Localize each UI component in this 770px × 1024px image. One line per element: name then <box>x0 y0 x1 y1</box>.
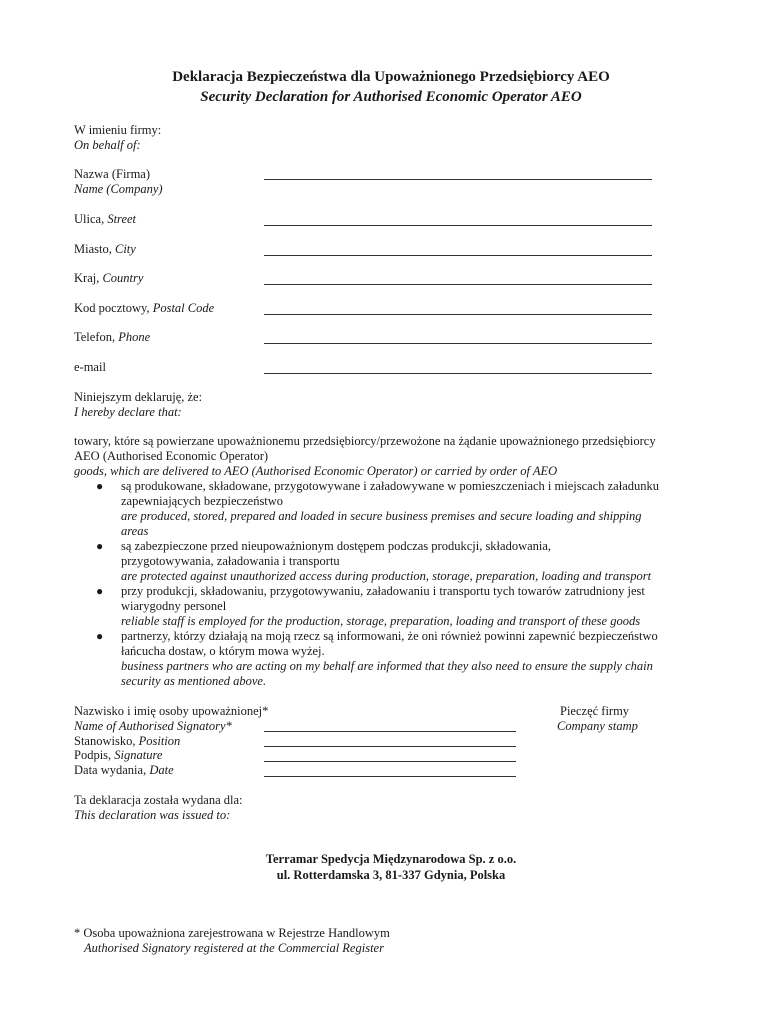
phone-field[interactable] <box>264 343 652 344</box>
email-label: e-mail <box>74 360 106 374</box>
goods-text-pl-line2: AEO (Authorised Economic Operator) <box>74 449 269 463</box>
declaration-bullet-list <box>74 479 714 689</box>
city-field[interactable] <box>264 255 652 256</box>
bullet-2-pl-line1: są zabezpieczone przed nieupoważnionym dostępem podczas produkcji, składowania, <box>121 539 552 553</box>
company-name-label-pl: Nazwa (Firma) <box>74 167 151 181</box>
bullet-item-1 <box>74 479 714 539</box>
date-label-en: Date <box>149 763 174 777</box>
phone-label-en: Phone <box>118 330 151 344</box>
signatory-name-label-pl: Nazwisko i imię osoby upoważnionej* <box>74 704 269 718</box>
issued-company-name: Terramar Spedycja Międzynarodowa Sp. z o.o. <box>265 852 517 866</box>
bullet-item-2 <box>74 539 714 584</box>
issued-to-label-en: This declaration was issued to: <box>74 808 231 822</box>
bullet-item-3 <box>74 584 714 629</box>
bullet-3-pl-line1: przy produkcji, składowaniu, przygotowywaniu, załadowaniu i transportu tych towarów zatrudniony jest <box>121 584 645 598</box>
bullet-item-4 <box>74 629 714 689</box>
street-label-pl: Ulica, <box>74 212 105 226</box>
bullet-4-pl-line1: partnerzy, którzy działają na moją rzecz są informowani, że oni również powinni zapewnić bezpieczeństwo <box>121 629 658 643</box>
position-label-en: Position <box>138 734 181 748</box>
bullet-1-en-line2: areas <box>121 524 149 538</box>
bullet-1-pl-line1: są produkowane, składowane, przygotowywane i załadowywane w pomieszczeniach i miejscach załadunku <box>121 479 659 493</box>
bullet-2-en-line1: are protected against unauthorized access during production, storage, preparation, loading and transport <box>121 569 652 583</box>
issued-company-address: ul. Rotterdamska 3, 81-337 Gdynia, Polska <box>276 868 506 882</box>
date-label-pl: Data wydania, <box>74 763 147 777</box>
bullet-4-en-line2: security as mentioned above. <box>121 674 267 688</box>
date-field[interactable] <box>264 776 516 777</box>
bullet-1-pl-line2: zapewniających bezpieczeństwo <box>121 494 284 508</box>
street-label <box>74 212 136 227</box>
footnote-pl: * Osoba upoważniona zarejestrowana w Rejestrze Handlowym <box>74 926 390 940</box>
company-stamp-label-pl: Pieczęć firmy <box>560 704 630 718</box>
position-field[interactable] <box>264 746 516 747</box>
signatory-name-field[interactable] <box>264 731 516 732</box>
bullet-icon: ● <box>96 539 104 553</box>
city-label <box>74 242 136 257</box>
phone-label <box>74 330 150 345</box>
position-label <box>74 734 180 749</box>
bullet-3-pl-line2: wiarygodny personel <box>121 599 227 613</box>
bullet-4-pl-line2: łańcucha dostaw, o którym mowa wyżej. <box>121 644 325 658</box>
signatory-name-label-en: Name of Authorised Signatory* <box>74 719 232 733</box>
postal-code-label-pl: Kod pocztowy, <box>74 301 150 315</box>
on-behalf-label-en: On behalf of: <box>74 138 141 152</box>
date-label <box>74 763 174 778</box>
country-label-en: Country <box>102 271 144 285</box>
declare-label-pl: Niniejszym deklaruję, że: <box>74 390 203 404</box>
city-label-pl: Miasto, <box>74 242 112 256</box>
position-label-pl: Stanowisko, <box>74 734 136 748</box>
on-behalf-label-pl: W imieniu firmy: <box>74 123 162 137</box>
bullet-4-en-line1: business partners who are acting on my behalf are informed that they also need to ensure the supply chain <box>121 659 653 673</box>
country-field[interactable] <box>264 284 652 285</box>
country-label <box>74 271 143 286</box>
bullet-icon: ● <box>96 584 104 598</box>
goods-text-pl-line1: towary, które są powierzane upoważnionemu przedsiębiorcy/przewożone na żądanie upoważnionego przedsiębiorcy <box>74 434 656 448</box>
signature-label <box>74 748 162 763</box>
declare-label-en: I hereby declare that: <box>74 405 182 419</box>
company-name-label-en: Name (Company) <box>74 182 163 196</box>
issued-to-label-pl: Ta deklaracja została wydana dla: <box>74 793 243 807</box>
postal-code-label-en: Postal Code <box>152 301 215 315</box>
postal-code-field[interactable] <box>264 314 652 315</box>
bullet-icon: ● <box>96 479 104 493</box>
bullet-2-pl-line2: przygotowywania, załadowania i transportu <box>121 554 340 568</box>
signature-label-en: Signature <box>114 748 163 762</box>
signature-label-pl: Podpis, <box>74 748 112 762</box>
phone-label-pl: Telefon, <box>74 330 116 344</box>
postal-code-label <box>74 301 214 316</box>
goods-text-en: goods, which are delivered to AEO (Authorised Economic Operator) or carried by order of AEO <box>74 464 558 478</box>
city-label-en: City <box>114 242 136 256</box>
signature-field[interactable] <box>264 761 516 762</box>
bullet-icon: ● <box>96 629 104 643</box>
street-label-en: Street <box>107 212 137 226</box>
bullet-3-en-line1: reliable staff is employed for the production, storage, preparation, loading and transport of these goods <box>121 614 641 628</box>
title-english: Security Declaration for Authorised Economic Operator AEO <box>200 89 582 105</box>
bullet-1-en-line1: are produced, stored, prepared and loaded in secure business premises and secure loading and shipping <box>121 509 642 523</box>
footnote-en: Authorised Signatory registered at the Commercial Register <box>84 941 384 955</box>
street-field[interactable] <box>264 225 652 226</box>
country-label-pl: Kraj, <box>74 271 100 285</box>
company-name-field[interactable] <box>264 179 652 180</box>
company-stamp-label-en: Company stamp <box>557 719 638 733</box>
email-field[interactable] <box>264 373 652 374</box>
title-polish: Deklaracja Bezpieczeństwa dla Upoważnionego Przedsiębiorcy AEO <box>172 69 610 85</box>
